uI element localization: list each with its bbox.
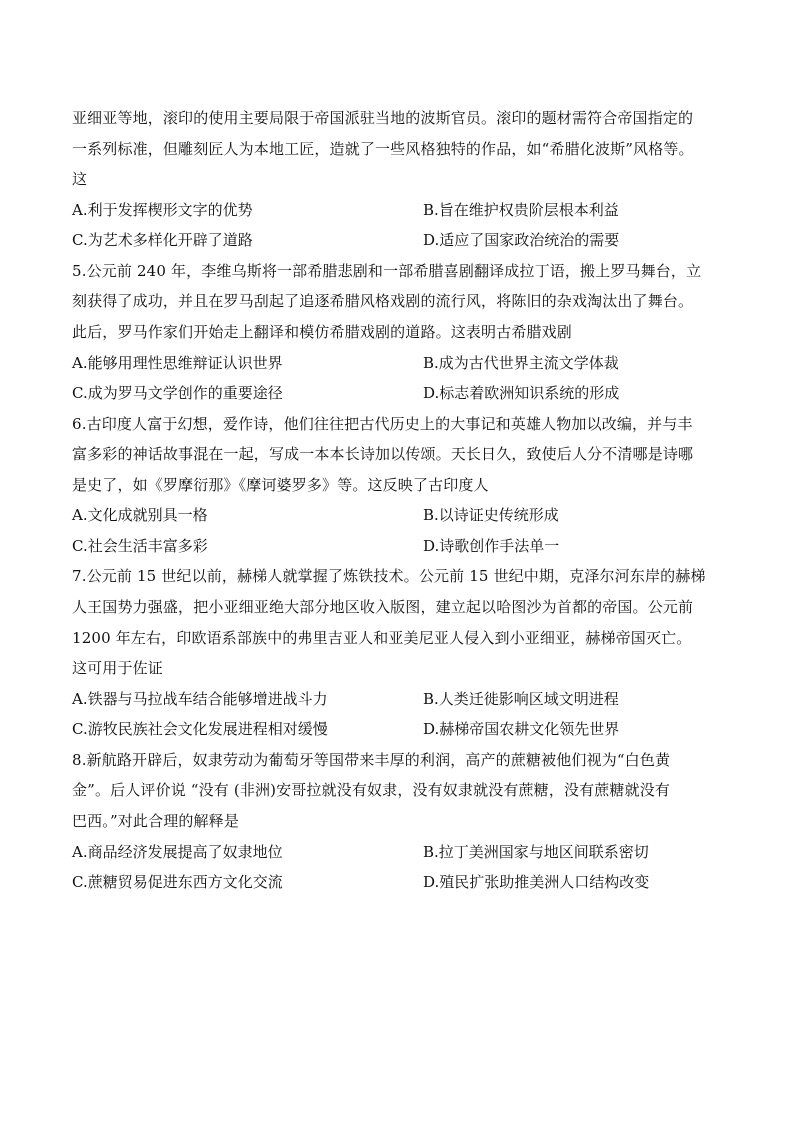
question-5 — [72, 256, 732, 409]
option-c: C.成为罗马文学创作的重要途径 — [72, 384, 283, 403]
option-b: B.成为古代世界主流文学体裁 — [423, 353, 619, 372]
answer-options — [72, 195, 732, 256]
option-c: C.社会生活丰富多彩 — [72, 536, 208, 555]
question-6 — [72, 409, 732, 562]
option-a: A.利于发挥楔形文字的优势 — [72, 200, 253, 219]
question-stem-line: 人王国势力强盛，把小亚细亚绝大部分地区收入版图，建立起以哈图沙为首都的帝国。公元前 — [72, 597, 694, 616]
option-b: B.拉丁美洲国家与地区间联系密切 — [423, 842, 649, 861]
option-a: A.文化成就别具一格 — [72, 506, 208, 525]
question-stem-line: 亚细亚等地，滚印的使用主要局限于帝国派驻当地的波斯官员。滚印的题材需符合帝国指定的 — [72, 109, 694, 127]
question-stem-line: 金”。后人评价说 “没有 (非洲)安哥拉就没有奴隶，没有奴隶就没有蔗糖，没有蔗糖就没有 — [72, 781, 671, 800]
option-a: A.能够用理性思维辩证认识世界 — [72, 353, 283, 372]
option-b: B.旨在维护权贵阶层根本利益 — [423, 200, 619, 219]
option-c: C.为艺术多样化开辟了道路 — [72, 231, 253, 250]
option-d: D.诗歌创作手法单一 — [423, 536, 560, 555]
option-a: A.商品经济发展提高了奴隶地位 — [72, 842, 283, 861]
question-stem-line: 富多彩的神话故事混在一起，写成一本本长诗加以传颂。天长日久，致使后人分不清哪是诗哪 — [72, 445, 694, 464]
question-8 — [72, 745, 732, 898]
option-d: D.标志着欧洲知识系统的形成 — [423, 384, 620, 403]
option-d: D.殖民扩张助推美洲人口结构改变 — [423, 873, 650, 892]
question-stem-line: 这可用于佐证 — [72, 659, 163, 678]
answer-options — [72, 837, 732, 898]
question-stem-line: 这 — [72, 170, 88, 189]
option-d: D.赫梯帝国农耕文化领先世界 — [423, 720, 620, 739]
exam-page — [72, 103, 732, 898]
option-b: B.人类迁徙影响区域文明进程 — [423, 689, 619, 708]
answer-options — [72, 348, 732, 409]
question-stem-line: 此后，罗马作家们开始走上翻译和模仿希腊戏剧的道路。这表明古希腊戏剧 — [72, 322, 572, 341]
question-4 — [72, 103, 732, 256]
question-stem-line: 是史了，如《罗摩衍那》《摩诃婆罗多》等。这反映了古印度人 — [72, 475, 489, 494]
option-a: A.铁器与马拉战车结合能够增进战斗力 — [72, 689, 328, 708]
question-stem-line: 7.公元前 15 世纪以前，赫梯人就掌握了炼铁技术。公元前 15 世纪中期，克泽尔河东岸的赫梯 — [72, 567, 706, 586]
question-stem-line: 5.公元前 240 年，李维乌斯将一部希腊悲剧和一部希腊喜剧翻译成拉丁语，搬上罗马舞台，立 — [72, 261, 702, 280]
question-stem-line: 一系列标准，但雕刻匠人为本地工匠，造就了一些风格独特的作品，如“希腊化波斯”风格等。 — [72, 139, 694, 158]
option-c: C.游牧民族社会文化发展进程相对缓慢 — [72, 720, 328, 739]
option-d: D.适应了国家政治统治的需要 — [423, 231, 620, 250]
answer-options — [72, 500, 732, 561]
question-stem-line: 8.新航路开辟后，奴隶劳动为葡萄牙等国带来丰厚的利润，高产的蔗糖被他们视为“白色黄 — [72, 750, 671, 769]
question-stem-line: 刻获得了成功，并且在罗马刮起了追逐希腊风格戏剧的流行风，将陈旧的杂戏淘汰出了舞台。 — [72, 292, 694, 311]
question-stem-line: 6.古印度人富于幻想，爱作诗，他们往往把古代历史上的大事记和英雄人物加以改编，并与丰 — [72, 414, 693, 433]
option-b: B.以诗证史传统形成 — [423, 506, 559, 525]
question-stem-line: 巴西。”对此合理的解释是 — [72, 811, 239, 830]
option-c: C.蔗糖贸易促进东西方文化交流 — [72, 873, 283, 892]
question-7 — [72, 561, 732, 744]
question-stem-line: 1200 年左右，印欧语系部族中的弗里吉亚人和亚美尼亚人侵入到小亚细亚，赫梯帝国灭亡。 — [72, 628, 692, 647]
answer-options — [72, 684, 732, 745]
